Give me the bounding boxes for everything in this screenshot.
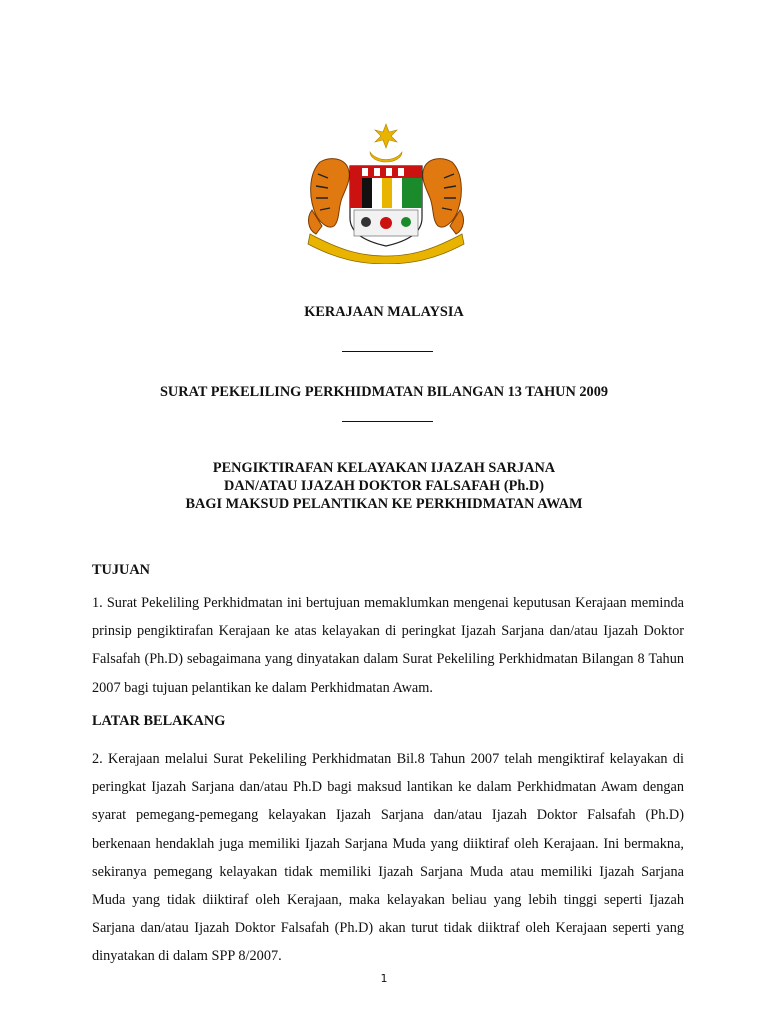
subject-line-1: PENGIKTIRAFAN KELAYAKAN IJAZAH SARJANA [212,460,556,476]
divider-line [342,421,433,422]
paragraph-2: 2. Kerajaan melalui Surat Pekeliling Perkhidmatan Bil.8 Tahun 2007 telah mengiktiraf kelayakan di peringkat Ijazah Sarjana dan/atau Ph.D bagi maksud lantikan ke dalam Perkhidmatan Awam dengan syarat pemegang-pemegang kelayakan Ijazah Sarjana dan/atau Ijazah Doktor Falsafah (Ph.D) berkenaan hendaklah juga memiliki Ijazah Sarjana Muda yang diiktiraf oleh Kerajaan. Ini bermakna, sekiranya pemegang kelayakan tidak memiliki Ijazah Sarjana Muda atau memiliki Ijazah Sarjana Muda yang tidak diiktiraf oleh Kerajaan, maka kelayakan beliau yang lebih tinggi seperti Ijazah Sarjana dan/atau Ijazah Doktor Falsafah (Ph.D) akan turut tidak diiktraf oleh Kerajaan seperti yang dinyatakan di dalam SPP 8/2007. [92,751,684,965]
subject-line-2: DAN/ATAU IJAZAH DOKTOR FALSAFAH (Ph.D) [224,478,544,494]
paragraph-1: 1. Surat Pekeliling Perkhidmatan ini bertujuan memaklumkan mengenai keputusan Kerajaan meminda prinsip pengiktirafan Kerajaan ke atas kelayakan di peringkat Ijazah Sarjana dan/atau Ijazah Doktor Falsafah (Ph.D) sebagaimana yang dinyatakan dalam Surat Pekeliling Perkhidmatan Bilangan 8 Tahun 2007 bagi tujuan pelantikan ke dalam Perkhidmatan Awam. [92,595,684,696]
section-heading-tujuan: TUJUAN [92,562,150,578]
coat-of-arms-emblem [300,122,472,264]
page-number: 1 [380,972,388,985]
government-title: KERAJAAN MALAYSIA [304,304,464,320]
section-heading-latar-belakang: LATAR BELAKANG [92,713,226,729]
circular-title: SURAT PEKELILING PERKHIDMATAN BILANGAN 13 TAHUN 2009 [159,384,609,400]
subject-line-3: BAGI MAKSUD PELANTIKAN KE PERKHIDMATAN AWAM [185,496,583,512]
divider-line [342,351,433,352]
